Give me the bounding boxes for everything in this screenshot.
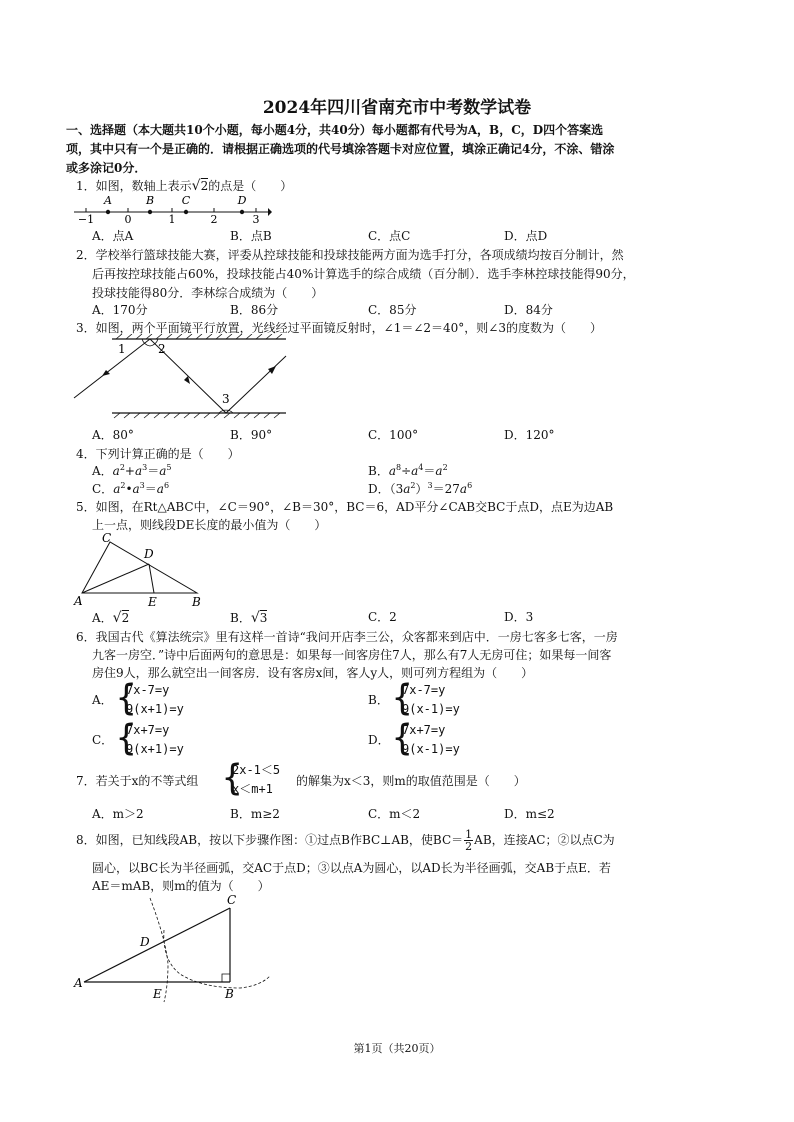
q7-stem-pre: 7．若关于x的不等式组: [76, 774, 199, 788]
q8-label-e: E: [153, 987, 162, 1001]
q6-option-a-eq2: 9(x+1)=y: [126, 702, 184, 716]
q8-construction-figure: [70, 890, 280, 1006]
q4-c-label: C．: [92, 482, 114, 496]
q4-d-label: D．（3: [368, 482, 404, 496]
q2-option-b: B．86分: [230, 303, 279, 317]
q4-a-eq: ＝: [147, 464, 160, 478]
q8-stem-line-2: 圆心，以BC长为半径画弧，交AC于点D；③以点A为圆心，以AD长为半径画弧，交AB于点E．若: [92, 861, 611, 875]
q4-c-exp3: 6: [163, 481, 170, 490]
q7-inequality-system: [222, 757, 296, 803]
q5-option-b-label: B．: [230, 611, 251, 625]
q4-c-exp1: 2: [120, 481, 126, 490]
q6-option-d-system: [392, 717, 482, 761]
q4-c-eq: ＝: [144, 482, 157, 496]
q5-triangle-figure: [72, 530, 212, 608]
q1-point-c: C: [181, 194, 191, 207]
q5-stem-line-2: 上一点，则线段DE长度的最小值为（ ）: [92, 518, 327, 532]
q8-fraction-numerator: 1: [465, 828, 473, 841]
q4-a-exp2: 3: [142, 463, 148, 472]
q6-option-a-label: A．: [92, 693, 113, 707]
q4-d-exp2: 6: [467, 481, 473, 490]
q5-label-d: D: [144, 547, 154, 561]
q5-option-a: [92, 609, 129, 628]
q5-label-c: C: [102, 531, 112, 545]
q4-d-paren: ）: [415, 482, 428, 496]
q3-option-b: B．90°: [230, 428, 273, 442]
q4-a-exp1: 2: [119, 463, 125, 472]
q2-stem-line-1: 2．学校举行篮球技能大赛，评委从控球技能和投球技能两方面为选手打分，各项成绩均按百分制计，然: [76, 248, 624, 262]
q1-radicand: 2: [200, 179, 209, 193]
q8-stem-line-1-post: AB，连接AC；②以点C为: [474, 833, 615, 847]
q5-option-b: [230, 609, 267, 628]
q4-a-op: +: [124, 464, 135, 478]
q7-stem-post: 的解集为x＜3，则m的取值范围是（ ）: [296, 774, 526, 788]
q1-tick-1: 1: [168, 213, 176, 224]
exam-title: 2024年四川省南充市中考数学试卷: [262, 98, 532, 118]
q8-label-c: C: [227, 893, 237, 907]
q1-option-a: A．点A: [92, 229, 134, 243]
q4-d-base2: a: [459, 482, 468, 496]
q6-option-c-eq2: 9(x+1)=y: [126, 742, 184, 756]
q1-option-d: D．点D: [504, 229, 548, 243]
q5-option-a-radicand: 2: [121, 611, 130, 625]
q7-inequality-1: 2x-1＜5: [232, 763, 281, 777]
q4-b-base1: a: [388, 464, 396, 478]
q3-option-d: D．120°: [504, 428, 555, 442]
q1-tick-minus1: −1: [77, 213, 95, 224]
q7-brace: {: [222, 757, 243, 799]
q1-stem-post: 的点是（ ）: [208, 179, 293, 193]
q6-option-a-brace: {: [116, 677, 137, 719]
q6-option-c-brace: {: [116, 717, 137, 759]
q8-label-b: B: [225, 987, 234, 1001]
q8-fraction-denominator: 2: [465, 840, 473, 853]
q1-tick-2: 2: [210, 213, 218, 224]
q4-c-base1: a: [113, 482, 121, 496]
q1-option-c: C．点C: [368, 229, 411, 243]
q4-b-exp1: 8: [395, 463, 402, 472]
q8-stem-line-1: [76, 829, 615, 852]
q4-a-exp3: 5: [166, 463, 172, 472]
q1-tick-3: 3: [252, 213, 260, 224]
q4-d-base1: a: [403, 482, 411, 496]
q3-option-a: A．80°: [92, 428, 134, 442]
q1-radical: √2: [191, 178, 209, 194]
q4-b-base3: a: [435, 464, 443, 478]
q2-option-c: C．85分: [368, 303, 417, 317]
q3-angle-1-label: 1: [118, 342, 126, 356]
q8-fraction: [464, 829, 473, 852]
q4-d-outer-exp: 3: [427, 481, 433, 490]
q7-inequality-2: x＜m+1: [232, 782, 273, 796]
q4-b-op: ÷: [401, 464, 412, 478]
q1-point-d: D: [237, 194, 247, 207]
section-instruction-line-1: 一、选择题（本大题共10个小题，每小题4分，共40分）每小题都有代号为A，B，C，D四个答案选: [66, 123, 604, 137]
q6-option-b-brace: {: [392, 677, 413, 719]
q6-stem-line-1: 6．我国古代《算法统宗》里有这样一首诗“我问开店李三公，众客都来到店中．一房七客多七客，一房: [76, 630, 618, 644]
q2-stem-line-3: 投球技能得80分．李林综合成绩为（ ）: [92, 286, 324, 300]
q4-b-eq: ＝: [423, 464, 436, 478]
q5-label-e: E: [148, 595, 157, 608]
q4-c-base2: a: [132, 482, 140, 496]
q4-c-op: •: [125, 482, 133, 496]
section-instruction-line-3: 或多涂记0分．: [66, 161, 147, 175]
page-footer: 第1页（共20页）: [353, 1042, 441, 1055]
q6-stem-line-3: 房住9人，那么就空出一间客房．设有客房x间，客人y人，则可列方程组为（ ）: [92, 666, 534, 680]
q6-option-d-eq2: 9(x-1)=y: [402, 742, 460, 756]
q1-point-a: A: [104, 194, 112, 207]
q6-option-a-eq1: 7x-7=y: [126, 683, 170, 697]
q6-option-a-system: [116, 677, 206, 721]
q3-stem: 3．如图，两个平面镜平行放置，光线经过平面镜反射时，∠1＝∠2＝40°，则∠3的度数为（ ）: [76, 321, 602, 335]
q1-option-b: B．点B: [230, 229, 272, 243]
q4-c-base3: a: [156, 482, 164, 496]
q4-option-b: [368, 463, 448, 479]
q4-a-base3: a: [159, 464, 167, 478]
q4-option-a: [92, 463, 172, 479]
q6-option-d-label: D．: [368, 733, 390, 747]
q4-stem: 4．下列计算正确的是（ ）: [76, 447, 240, 461]
q6-option-b-system: [392, 677, 482, 721]
q3-option-c: C．100°: [368, 428, 419, 442]
q4-b-exp2: 4: [418, 463, 424, 472]
q1-point-b: B: [145, 194, 155, 207]
q5-option-b-sqrt: √: [250, 610, 260, 626]
q4-a-label: A．: [92, 464, 113, 478]
q3-angle-2-label: 2: [158, 342, 166, 356]
q5-label-b: B: [192, 595, 201, 608]
q8-stem-line-1-pre: 8．如图，已知线段AB，按以下步骤作图：①过点B作BC⊥AB，使BC＝: [76, 833, 464, 847]
q2-stem-line-2: 后再按控球技能占60%，投球技能占40%计算选手的综合成绩（百分制）．选手李林控球技能得90分，: [92, 267, 635, 281]
q4-b-base2: a: [411, 464, 419, 478]
q5-option-d: D．3: [504, 610, 534, 624]
q5-label-a: A: [74, 594, 83, 608]
q1-stem-pre: 1．如图，数轴上表示: [76, 179, 192, 193]
q5-option-b-radicand: 3: [259, 611, 268, 625]
q8-stem-line-3: AE＝mAB，则m的值为（ ）: [92, 879, 270, 893]
q6-option-b-eq1: 7x-7=y: [402, 683, 446, 697]
q5-stem-line-1: 5．如图，在Rt△ABC中，∠C＝90°，∠B＝30°，BC＝6，AD平分∠CAB交BC于点D，点E为边AB: [76, 500, 614, 514]
q5-option-a-label: A．: [92, 611, 113, 625]
q3-mirror-figure: [70, 334, 296, 424]
q7-option-d: D．m≤2: [504, 807, 555, 821]
q6-option-c-label: C．: [92, 733, 114, 747]
q8-label-d: D: [140, 935, 150, 949]
q7-option-c: C．m＜2: [368, 807, 421, 821]
q4-b-exp3: 2: [442, 463, 448, 472]
q4-b-label: B．: [368, 464, 389, 478]
q4-c-exp2: 3: [139, 481, 145, 490]
q6-option-b-eq2: 9(x-1)=y: [402, 702, 460, 716]
q4-a-base2: a: [134, 464, 143, 478]
q5-option-c: C．2: [368, 610, 397, 624]
q4-option-c: [92, 481, 169, 497]
q7-option-b: B．m≥2: [230, 807, 280, 821]
q6-option-c-eq1: 7x+7=y: [126, 723, 170, 737]
section-instruction-line-2: 项，其中只有一个是正确的．请根据正确选项的代号填涂答题卡对应位置，填涂正确记4分，不涂、错涂: [66, 142, 615, 156]
q6-option-d-brace: {: [392, 717, 413, 759]
q8-label-a: A: [74, 976, 83, 990]
q6-option-b-label: B．: [368, 693, 389, 707]
q1-number-line: [72, 192, 272, 224]
q6-option-d-eq1: 7x+7=y: [402, 723, 446, 737]
q6-option-c-system: [116, 717, 206, 761]
q4-d-eq: ＝27: [432, 482, 460, 496]
q7-option-a: A．m＞2: [92, 807, 144, 821]
q6-stem-line-2: 九客一房空．”诗中后面两句的意思是：如果每一间客房住7人，那么有7人无房可住；如果每一间客: [92, 648, 612, 662]
q4-a-base1: a: [112, 464, 120, 478]
q5-option-a-sqrt: √: [112, 610, 122, 626]
q1-tick-0: 0: [124, 213, 132, 224]
q4-option-d: [368, 481, 472, 497]
q3-angle-3-label: 3: [222, 392, 230, 406]
q4-d-exp1: 2: [410, 481, 416, 490]
q2-option-a: A．170分: [92, 303, 148, 317]
q2-option-d: D．84分: [504, 303, 553, 317]
